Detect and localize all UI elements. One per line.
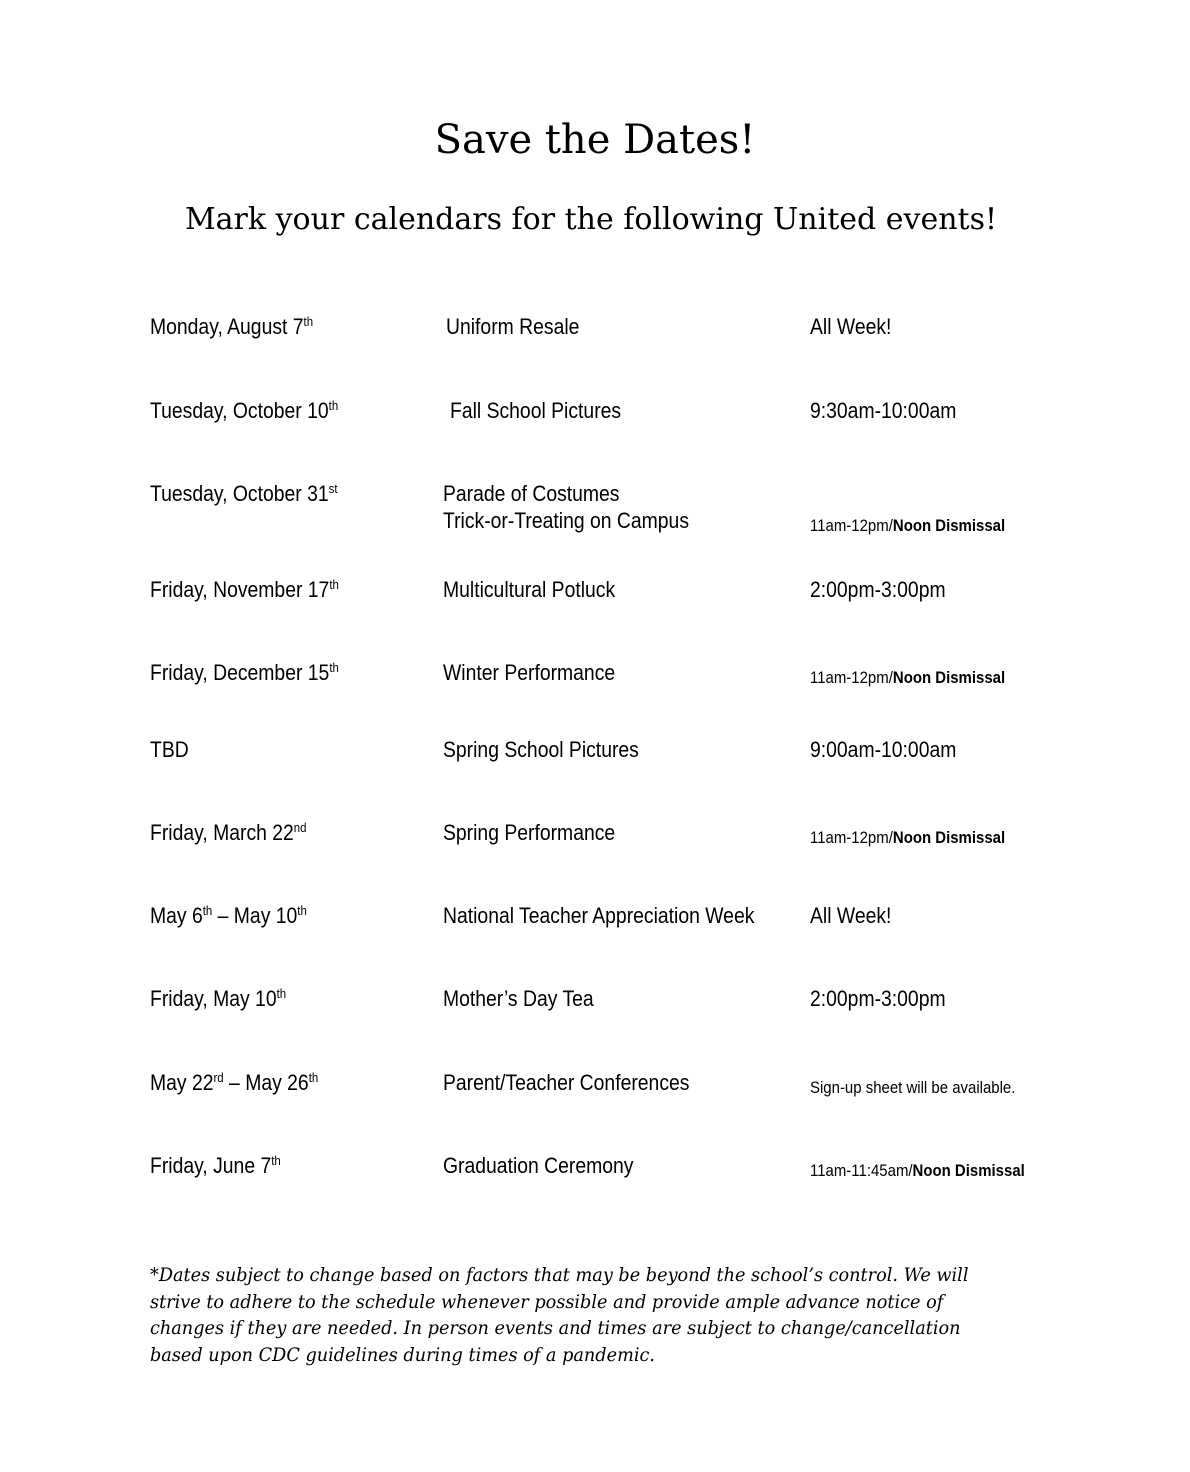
event-row	[0, 659, 1190, 719]
event-time: All Week!	[810, 314, 892, 339]
event-date: May 22rd – May 26th	[150, 1070, 319, 1095]
event-row	[0, 819, 1190, 879]
event-date: TBD	[150, 737, 189, 762]
footnote-line: changes if they are needed. In person events and times are subject to change/cancellation	[150, 1317, 961, 1339]
event-date: Monday, August 7th	[150, 314, 314, 339]
event-time: 11am-11:45am/Noon Dismissal	[810, 1161, 1025, 1180]
event-time: 9:00am-10:00am	[810, 737, 957, 762]
event-row	[0, 985, 1190, 1045]
footnote-line: strive to adhere to the schedule whenever possible and provide ample advance notice of	[150, 1290, 944, 1313]
event-name: Graduation Ceremony	[443, 1153, 634, 1178]
event-date: Friday, June 7th	[150, 1153, 281, 1178]
event-name: Mother’s Day Tea	[443, 986, 594, 1011]
event-name-line: Parade of Costumes	[443, 481, 620, 506]
event-row	[0, 1152, 1190, 1212]
event-date: May 6th – May 10th	[150, 903, 307, 928]
event-time: 11am-12pm/Noon Dismissal	[810, 828, 1006, 847]
event-name: National Teacher Appreciation Week	[443, 903, 755, 928]
event-row	[0, 736, 1190, 796]
event-date: Friday, May 10th	[150, 986, 287, 1011]
event-time: 2:00pm-3:00pm	[810, 986, 946, 1011]
event-name-line: Trick-or-Treating on Campus	[443, 508, 690, 533]
event-name: Uniform Resale	[446, 314, 580, 339]
page-title: Save the Dates!	[434, 117, 756, 163]
event-row	[0, 397, 1190, 457]
event-time: 2:00pm-3:00pm	[810, 577, 946, 602]
event-date: Friday, December 15th	[150, 660, 339, 685]
footnote-line: based upon CDC guidelines during times of a pandemic.	[150, 1343, 656, 1366]
event-row	[0, 576, 1190, 636]
event-name: Winter Performance	[443, 660, 616, 685]
event-row	[0, 902, 1190, 962]
event-name	[443, 480, 689, 534]
footnote-line: *Dates subject to change based on factors that may be beyond the school’s control. We will	[150, 1264, 969, 1286]
event-time: Sign-up sheet will be available.	[810, 1078, 1016, 1097]
event-row	[0, 1069, 1190, 1129]
event-time: All Week!	[810, 903, 892, 928]
page-subtitle: Mark your calendars for the following United events!	[184, 202, 998, 237]
event-name: Parent/Teacher Conferences	[443, 1070, 690, 1095]
event-time: 9:30am-10:00am	[810, 398, 957, 423]
event-time: 11am-12pm/Noon Dismissal	[810, 516, 1006, 535]
event-row	[0, 313, 1190, 373]
event-name: Spring School Pictures	[443, 737, 639, 762]
event-date: Friday, November 17th	[150, 577, 339, 602]
event-row	[0, 480, 1190, 540]
event-date: Tuesday, October 31st	[150, 481, 338, 506]
event-time: 11am-12pm/Noon Dismissal	[810, 668, 1006, 687]
event-name: Spring Performance	[443, 820, 616, 845]
event-name: Fall School Pictures	[450, 398, 622, 423]
footnote	[150, 1262, 968, 1368]
event-date: Tuesday, October 10th	[150, 398, 339, 423]
event-date: Friday, March 22nd	[150, 820, 307, 845]
event-name: Multicultural Potluck	[443, 577, 616, 602]
